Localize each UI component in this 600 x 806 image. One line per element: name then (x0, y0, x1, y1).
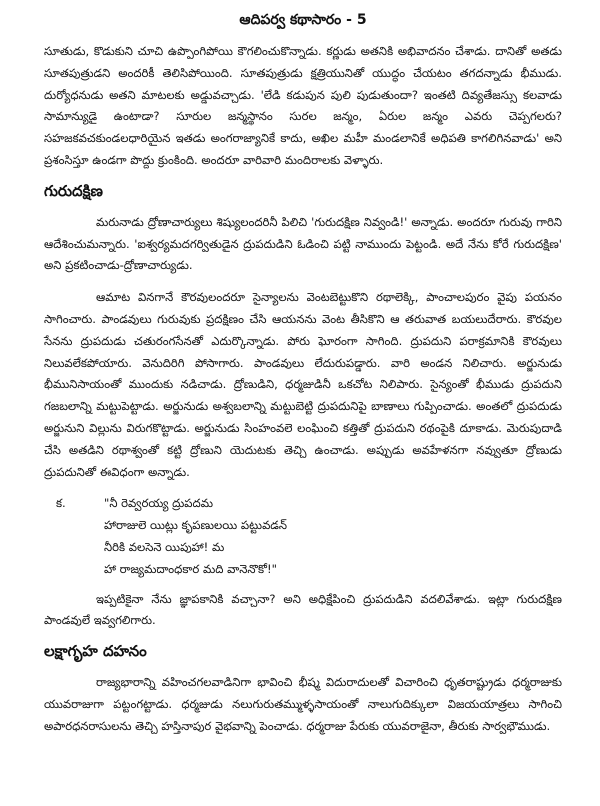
paragraph: ఇప్పటికైనా నేను జ్ఞాపకానికి వచ్చానా? అని అధిక్షేపించి ద్రుపదుడిని వదలివేశాడు. ఇట్లా గురుదక్షిణ పాండవులే ఇవ్వగలిగారు. (44, 591, 562, 628)
paragraph: ఆమాట వినగానే కౌరవులందరూ సైన్యాలను వెంటబెట్టుకొని రథాలెక్కి, పాంచాలపురం వైపు పయనం సాగించారు. పాండవులు గురువుకు ప్రదక్షిణం చేసి ఆయనను వెంట తీసికొని ఆ తరువాత బయలుదేరారు. కౌరవుల సేనను ద్రుపదుడు చతురంగసేనతో ఎదుర్కొన్నాడు. పోరు ఘోరంగా సాగింది. ద్రుపదుని పరాక్రమానికి కౌరవులు నిలువలేకపోయారు. వెనుదిరిగి పోసాగారు. పాండవులు లేదురుపడ్డారు. వారి అండన నిలిచారు. అర్జునుడు భీమునిసాయంతో ముందుకు నడిచాడు. ద్రోణుడిని, ధర్మజుడినీ ఒకచోట నిలిపారు. సైన్యంతో భీముడు ద్రుపదుని గజబలాన్ని మట్టుపెట్టాడు. అర్జునుడు అశ్వబలాన్ని మట్టుబెట్టి ద్రుపదునిపై బాణాలు గుప్పించాడు. అంతలో ద్రుపదుడు అర్జునుని విల్లును విరుగకొట్టాడు. అర్జునుడు సింహంవలె లంఘించి కత్తితో ద్రుపదుని రథంపైకి దూకాడు. మెరుపుదాడి చేసి అతడిని రథాశ్వంతో కట్టి ద్రోణుని యెదుటకు తెచ్చి ఉంచాడు. అప్పుడు అవహేళనగా నవ్వుతూ ద్రోణుడు ద్రుపదునితో ఈవిధంగా అన్నాడు. (44, 290, 562, 479)
poem-meter-label: క. (56, 496, 66, 511)
section-heading-lakshagriha: లక్షాగృహ దహనం (44, 642, 147, 661)
page-header: ఆదిపర్వ కథాసారం - 5 (239, 12, 367, 28)
poem-line: హా రాజ్యమదాంధకార మది వానెనొకో!" (104, 561, 277, 576)
poem-lines (104, 493, 287, 580)
poem-block (44, 493, 562, 580)
poem-line: నీరికి వలసెనె యిపుహా! మ (104, 539, 225, 554)
section-heading-gurudakshina: గురుదక్షిణ (44, 181, 103, 200)
poem-line: హారాజులె యిట్లు కృపణులయి పట్టువడన్ (104, 518, 288, 533)
paragraph: సూతుడు, కొడుకుని చూచి ఉప్పొంగిపోయి కౌగలించుకొన్నాడు. కర్ణుడు అతనికి అభివాదనం చేశాడు. దానితో అతడు సూతపుత్రుడని అందరికీ తెలిసిపోయింది. సూతపుత్రుడు క్షత్రియునితో యుద్ధం చేయటం తగదన్నాడు భీముడు. దుర్యోధనుడు అతని మాటలకు అడ్డువచ్చాడు. 'లేడి కడుపున పులి పుడుతుందా? ఇంతటి దివ్యతేజస్సు కలవాడు సామాన్యుడై ఉంటాడా? సూరుల జన్మస్థానం సురల జన్మం, ఏరుల జన్మం ఎవరు చెప్పగలరు? సహజకవచకుండలధారియైన ఇతడు అంగరాజ్యానికే కాదు, అఖిల మహీ మండలానికే అధిపతి కాగలిగినవాడు' అని ప్రశంసిస్తూ ఉండగా పొద్దు క్రుంకింది. అందరూ వారివారి మందిరాలకు వెళ్ళారు. (44, 44, 562, 167)
paragraph: మరునాడు ద్రోణాచార్యులు శిష్యులందరినీ పిలిచి 'గురుదక్షిణ నివ్వండి!' అన్నాడు. అందరూ గురువు గారిని ఆదేశించుమన్నారు. 'ఐశ్వర్యమదగర్వితుడైన ద్రుపదుడిని ఓడించి పట్టి నాముందు పెట్టండి. అదే నేను కోరే గురుదక్షిణ' అని ప్రకటించాడు-ద్రోణాచార్యుడు. (44, 214, 562, 273)
paragraph: రాజ్యభారాన్ని వహించగలవాడినిగా భావించి భీష్మ విదురాదులతో విచారించి ధృతరాష్ట్రుడు ధర్మరాజుకు యువరాజుగా పట్టంగట్టాడు. ధర్మజుడు నలుగురుతమ్ముళ్ళసాయంతో నాలుగుదిక్కులా విజయయాత్రలు సాగించి అపారధనరాసులను తెచ్చి హస్తినాపుర వైభవాన్ని పెంచాడు. ధర్మరాజు పేరుకు యువరాజైనా, తీరుకు సార్వభౌముడు. (44, 675, 562, 733)
poem-line: "నీ రెవ్వరయ్య ద్రుపదమ (104, 496, 214, 511)
